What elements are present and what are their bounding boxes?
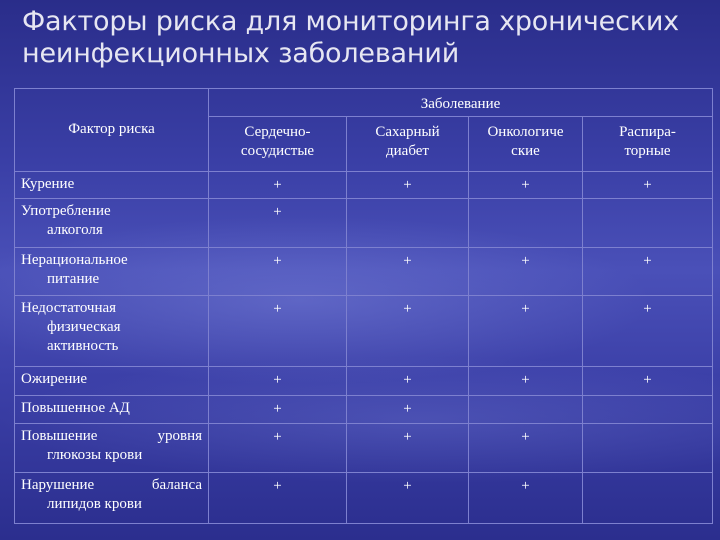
row-label-text: баланса [151,477,202,494]
risk-factor-header: Фактор риска [15,89,209,172]
table-row [15,296,713,367]
column-header-oncology [469,117,583,172]
mark-cell: + [469,424,583,473]
row-label-text: липидов крови [47,496,142,513]
row-label-text: Нарушение [21,477,95,494]
column-header-line: Распира- [619,124,676,141]
header-row-group [15,89,713,117]
row-label [15,473,209,524]
mark-cell: + [209,198,347,247]
column-header-line: ские [511,143,540,160]
mark-cell: + [209,395,347,423]
table-row [15,198,713,247]
mark-cell: + [209,296,347,367]
row-label [15,367,209,395]
table-row [15,473,713,524]
table-row [15,395,713,423]
mark-cell: + [469,296,583,367]
mark-cell: + [583,172,713,198]
table-row [15,247,713,296]
column-header-line: сосудистые [240,143,315,160]
mark-cell [583,424,713,473]
mark-cell: + [209,473,347,524]
row-label-text: Нерациональное [21,251,128,268]
row-label-text: питание [47,270,100,287]
row-label [15,424,209,473]
risk-factor-table [14,88,713,524]
row-label-text: Повышенное АД [21,399,130,416]
row-label [15,296,209,367]
mark-cell: + [469,247,583,296]
mark-cell [469,395,583,423]
row-label [15,172,209,198]
column-header-line: торные [624,143,671,160]
mark-cell: + [209,172,347,198]
mark-cell: + [469,172,583,198]
row-label-text: активность [47,338,119,355]
mark-cell: + [347,424,469,473]
slide-title [22,6,712,70]
row-label-text: Употребление [21,202,111,219]
column-header-line: диабет [386,143,429,160]
table-row [15,172,713,198]
mark-cell: + [209,367,347,395]
row-label-text: физическая [47,319,121,336]
mark-cell [583,198,713,247]
table-row [15,424,713,473]
row-label-text: Ожирение [21,371,88,388]
row-label [15,247,209,296]
mark-cell: + [209,247,347,296]
column-header-cardiovascular [209,117,347,172]
row-label [15,395,209,423]
mark-cell: + [469,367,583,395]
column-header-diabetes [347,117,469,172]
mark-cell: + [347,247,469,296]
mark-cell: + [469,473,583,524]
column-header-line: Онкологиче [487,124,564,141]
row-label-text: Повышение [21,428,98,445]
row-label-line [21,476,202,495]
mark-cell: + [583,367,713,395]
column-header-line: Сердечно- [244,124,311,141]
slide-title-line-1: Факторы риска для мониторинга хронических [22,6,679,37]
mark-cell: + [347,395,469,423]
mark-cell: + [583,296,713,367]
row-label-text: уровня [157,428,202,445]
mark-cell: + [347,172,469,198]
mark-cell: + [347,367,469,395]
table-row [15,367,713,395]
slide-title-line-2: неинфекционных заболеваний [22,38,460,69]
row-label-line [21,427,202,446]
column-header-line: Сахарный [375,124,440,141]
mark-cell [583,473,713,524]
mark-cell [583,395,713,423]
row-label-text: алкоголя [47,221,103,238]
disease-group-header: Заболевание [209,89,713,117]
mark-cell: + [347,296,469,367]
mark-cell: + [583,247,713,296]
mark-cell [347,198,469,247]
row-label-text: Курение [21,176,75,193]
row-label [15,198,209,247]
row-label-text: глюкозы крови [47,447,143,464]
mark-cell [469,198,583,247]
mark-cell: + [347,473,469,524]
mark-cell: + [209,424,347,473]
column-header-respiratory [583,117,713,172]
row-label-text: Недостаточная [21,300,117,317]
